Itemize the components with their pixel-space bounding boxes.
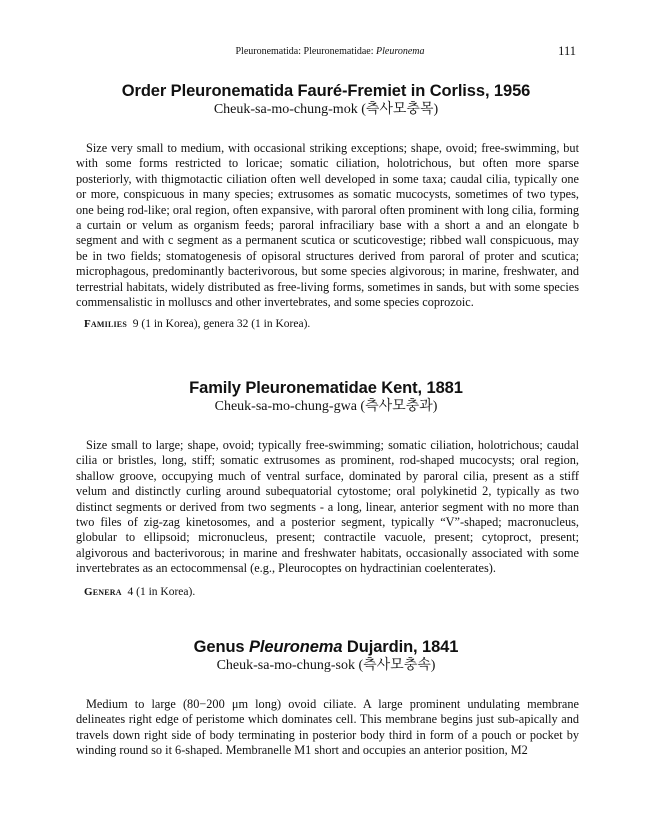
genus-title-italic: Pleuronema	[249, 638, 343, 656]
order-description: Size very small to medium, with occasional striking exceptions; shape, ovoid; free-swimming, but with some forms restricted to loricae; somatic ciliation, holotrichous, but often more sparse posteriorly, with thigmotactic ciliation often well developed in some taxa; caudal cilia, typically one or more, conspicuous in many species; extrusomes as somatic mucocysts, sometimes of two types, one being rod-like; oral region, often expansive, with paroral often prominent with long cilia, forming a curtain or velum as organism feeds; paroral infraciliary base with a short a and an elongate b segment and with c segment as a permanent scutica or scuticovestige; ribbed wall conspicuous, may be in two fields; stomatogenesis of opisoral structures derived from paroral of proter and scutica; microphagous, predominantly bacterivorous, but some species algivorous; in marine, freshwater, and terrestrial habitats, widely distributed as free-living forms, sometimes in sands, but with some species commensalistic in molluscs and other invertebrates, and some species coprozoic.	[76, 141, 579, 310]
running-head	[0, 44, 652, 60]
running-head-genus: Pleuronema	[376, 46, 425, 57]
genus-title-suffix: Dujardin, 1841	[342, 638, 459, 656]
family-korean-name: Cheuk-sa-mo-chung-gwa (측사모충과)	[214, 399, 438, 414]
genus-korean-name: Cheuk-sa-mo-chung-sok (측사모충속)	[216, 658, 436, 673]
family-description: Size small to large; shape, ovoid; typically free-swimming; somatic ciliation, holotrichous; caudal cilia or bristles, long, stiff; somatic extrusomes as prominent, rod-shaped mucocysts; oral region, shallow groove, occupying much of ventral surface, dominated by paroral cilia, present as a stiff velum and distinctly curling around subequatorial cytostome; oral polykinetid 2, typically as two distinct segments or derived from two segments - a long, linear, anterior segment with no more than two files of zig-zag kinetosomes, and a posterior segment, typically “V”-shaped; macronucleus, globular to ellipsoid; micronucleus, present; contractile vacuole, present; cytoproct, present; algivorous and bacterivorous; in marine and freshwater habitats, occasionally associated with some invertebrates as an ectocommensal (e.g., Pleurocoptes on hydractinian coelenterates).	[76, 438, 579, 576]
family-title: Family Pleuronematidae Kent, 1881	[189, 379, 463, 397]
running-head-text	[170, 46, 490, 57]
genera-label: Genera	[84, 586, 122, 598]
page-number: 111	[558, 44, 576, 58]
genus-description: Medium to large (80−200 μm long) ovoid ciliate. A large prominent undulating membrane delineates right edge of peristome which dominates cell. This membrane begins just sub-apically and travels down right side of body terminating in posterior body third in form of a pouch or pocket by winding round so it 6-shaped. Membranelle M1 short and occupies an anterior position, M2	[76, 697, 579, 758]
genus-title	[60, 637, 592, 657]
running-head-prefix: Pleuronematida: Pleuronematidae:	[235, 46, 376, 57]
families-label: Families	[84, 318, 127, 330]
genus-title-prefix: Genus	[193, 638, 249, 656]
genera-count-text: 4 (1 in Korea).	[127, 586, 196, 598]
order-heading	[60, 81, 592, 119]
family-heading	[60, 378, 592, 416]
families-count-text: 9 (1 in Korea), genera 32 (1 in Korea).	[132, 318, 311, 330]
genus-heading	[60, 637, 592, 675]
order-families-count	[84, 318, 310, 330]
family-genera-count	[84, 586, 195, 598]
order-korean-name: Cheuk-sa-mo-chung-mok (측사모충목)	[213, 102, 439, 117]
order-title: Order Pleuronematida Fauré-Fremiet in Corliss, 1956	[121, 82, 531, 100]
